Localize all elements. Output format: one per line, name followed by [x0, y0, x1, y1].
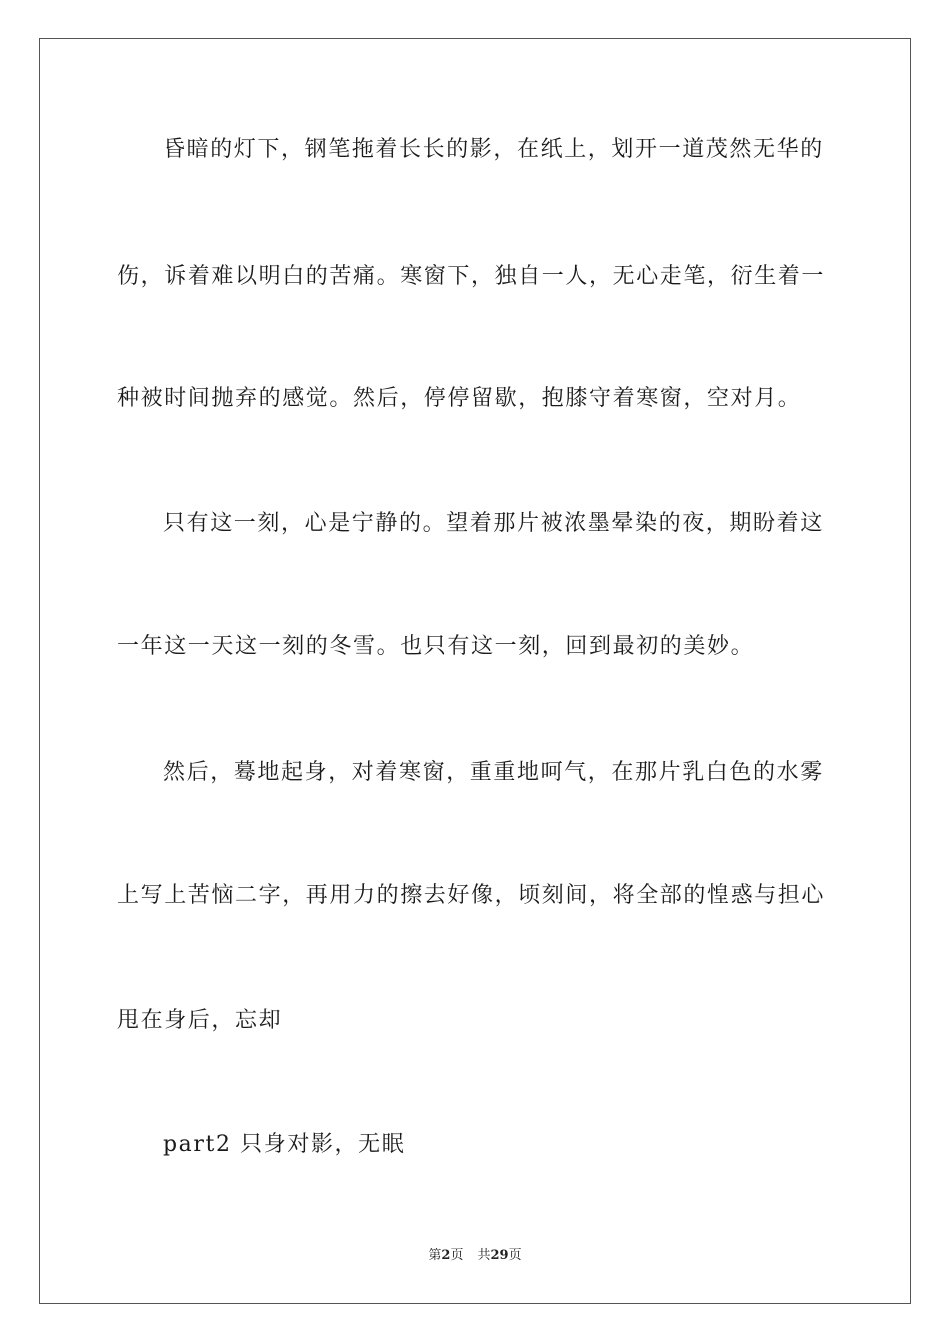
page-border [39, 38, 911, 1304]
page-footer [0, 1247, 950, 1265]
total-pages: 29 [490, 1248, 509, 1263]
total-suffix: 页 [508, 1248, 522, 1263]
paragraph-3-line-3: 甩在身后，忘却 [117, 1008, 283, 1033]
total-prefix: 共 [477, 1248, 491, 1263]
paragraph-3-line-1: 然后，蓦地起身，对着寒窗，重重地呵气，在那片乳白色的水雾 [163, 760, 824, 785]
paragraph-3-line-2: 上写上苦恼二字，再用力的擦去好像，顷刻间，将全部的惶惑与担心 [117, 883, 826, 908]
paragraph-2-line-1: 只有这一刻，心是宁静的。望着那片被浓墨晕染的夜，期盼着这 [163, 511, 824, 536]
paragraph-2-line-2: 一年这一天这一刻的冬雪。也只有这一刻，回到最初的美妙。 [117, 634, 755, 659]
page-suffix: 页 [450, 1248, 464, 1263]
page-number: 2 [441, 1248, 451, 1263]
paragraph-1-line-2: 伤，诉着难以明白的苦痛。寒窗下，独自一人，无心走笔，衍生着一 [117, 264, 826, 289]
page-prefix: 第 [428, 1248, 442, 1263]
section-heading-part2: part2 只身对影，无眠 [163, 1132, 406, 1157]
paragraph-1-line-1: 昏暗的灯下，钢笔拖着长长的影，在纸上，划开一道茂然无华的 [163, 137, 824, 162]
paragraph-1-line-3: 种被时间抛弃的感觉。然后，停停留歇，抱膝守着寒窗，空对月。 [117, 386, 802, 411]
